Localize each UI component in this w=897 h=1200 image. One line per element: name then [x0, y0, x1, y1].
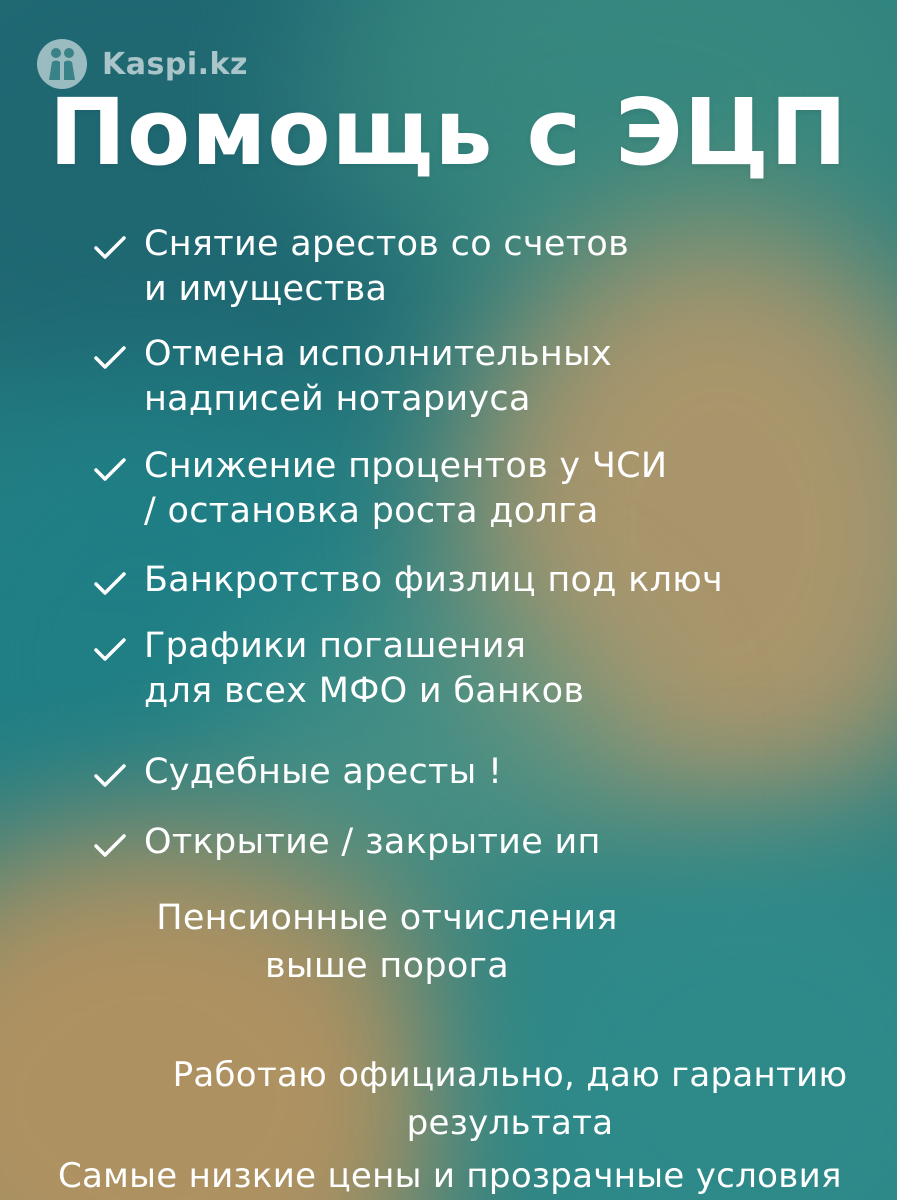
service-text: Снятие арестов со счетов и имущества: [144, 224, 630, 309]
official-label: Работаю официально, даю гарантию результата: [172, 1055, 848, 1143]
service-item: [92, 558, 723, 603]
service-item: [92, 820, 601, 865]
check-icon: [92, 832, 128, 860]
kaspi-brand-text: Kaspi.kz: [102, 46, 248, 82]
official-text: [140, 1051, 880, 1147]
pension-text: [0, 894, 774, 990]
check-icon: [92, 762, 128, 790]
service-item: [92, 624, 584, 714]
service-text: Отмена исполнительных надписей нотариуса: [144, 334, 613, 419]
check-icon: [92, 636, 128, 664]
check-icon: [92, 570, 128, 598]
service-text: Банкротство физлиц под ключ: [144, 560, 724, 600]
service-item: [92, 332, 612, 422]
service-text: Снижение процентов у ЧСИ / остановка роста долга: [144, 446, 668, 531]
prices-text: Самые низкие цены и прозрачные условия: [58, 1156, 842, 1196]
pension-label: Пенсионные отчисления выше порога: [156, 898, 618, 986]
page-title: Помощь с ЭЦП: [49, 79, 848, 186]
check-icon: [92, 344, 128, 372]
service-text: Графики погашения для всех МФО и банков: [144, 626, 585, 711]
check-icon: [92, 234, 128, 262]
check-icon: [92, 456, 128, 484]
service-text: Судебные аресты !: [144, 752, 503, 792]
service-item: [92, 444, 667, 534]
service-item: [92, 750, 502, 795]
service-item: [92, 222, 629, 312]
service-text: Открытие / закрытие ип: [144, 822, 601, 862]
